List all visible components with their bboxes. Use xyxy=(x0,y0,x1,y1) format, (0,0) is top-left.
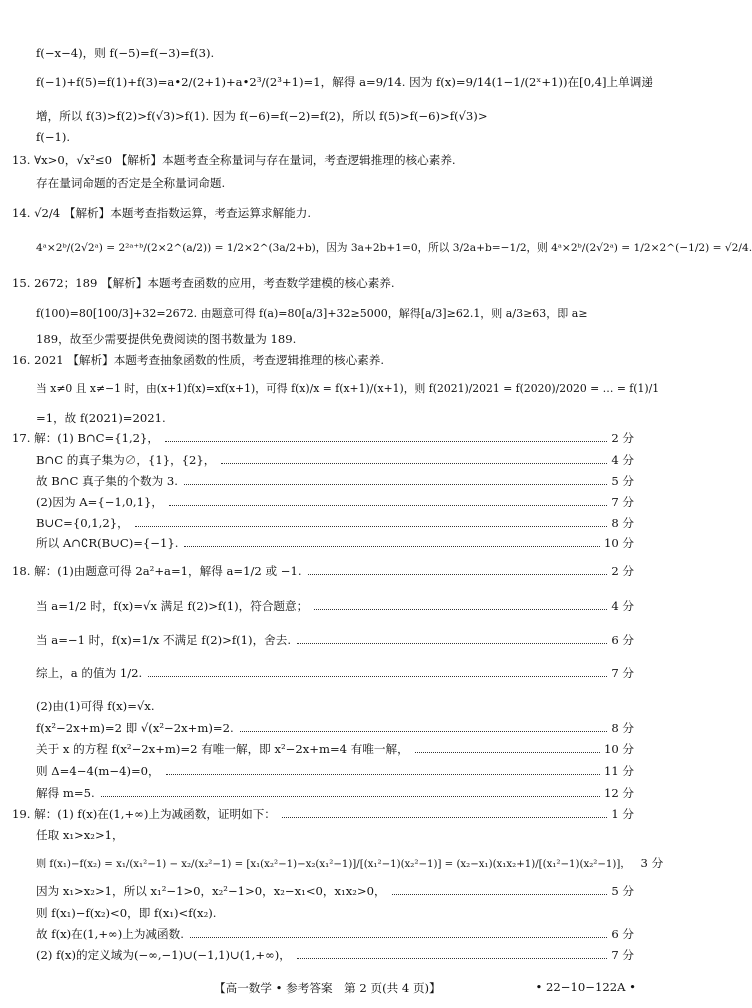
step-text: 则 Δ=4−4(m−4)=0， xyxy=(36,764,160,778)
step-text: (2)由(1)可得 f(x)=√x. xyxy=(36,699,155,713)
step-text: 综上，a 的值为 1/2. xyxy=(36,666,143,680)
text-line: f(−1)+f(5)=f(1)+f(3)=a•2/(2+1)+a•2³/(2³+1)=1，解得 a=9/14. 因为 f(x)=9/14(1−1/(2ˣ+1))在[0,4]上单调递 xyxy=(36,75,653,89)
dot-leader xyxy=(135,526,608,527)
step-row xyxy=(36,665,634,681)
step-row xyxy=(36,741,634,757)
step-row xyxy=(36,883,634,899)
step-points: 3 分 xyxy=(640,856,664,870)
step-text: 解得 m=5. xyxy=(36,786,95,800)
dot-leader xyxy=(190,937,607,938)
dot-leader xyxy=(282,817,607,818)
dot-leader xyxy=(166,774,600,775)
step-text: 19. 解：(1) f(x)在(1,+∞)上为减函数，证明如下： xyxy=(12,807,276,821)
step-text: f(x²−2x+m)=2 即 √(x²−2x+m)=2. xyxy=(36,721,234,735)
dot-leader xyxy=(240,731,608,732)
step-points: 6 分 xyxy=(611,633,634,647)
dot-leader xyxy=(184,484,607,485)
step-row xyxy=(36,855,664,873)
step-row xyxy=(36,598,634,614)
step-text: (2) f(x)的定义域为(−∞,−1)∪(−1,1)∪(1,+∞)， xyxy=(36,948,291,962)
dot-leader xyxy=(165,441,607,442)
step-points: 7 分 xyxy=(611,666,634,680)
step-text: 故 B∩C 真子集的个数为 3. xyxy=(36,474,178,488)
text-line: 增，所以 f(3)>f(2)>f(√3)>f(1). 因为 f(−6)=f(−2)=f(2)，所以 f(5)>f(−6)>f(√3)> xyxy=(36,109,488,123)
step-text: 17. 解：(1) B∩C={1,2}， xyxy=(12,431,160,445)
step-points: 5 分 xyxy=(611,474,634,488)
step-row xyxy=(36,720,634,736)
step-text: 故 f(x)在(1,+∞)上为减函数. xyxy=(36,927,184,941)
dot-leader xyxy=(148,676,607,677)
step-text: 则 f(x₁)−f(x₂) = x₁/(x₁²−1) − x₂/(x₂²−1) = [x₁(x₂²−1)−x₂(x₁²−1)]/[(x₁²−1)(x₂²−1)] = (x₂−x₁)(x₁x₂+1)/[(x₁²−1)(x₂²−1)]， xyxy=(36,859,631,870)
dot-leader xyxy=(169,505,607,506)
step-text: 因为 x₁>x₂>1，所以 x₁²−1>0，x₂²−1>0，x₂−x₁<0，x₁x₂>0， xyxy=(36,884,386,898)
dot-leader xyxy=(308,574,608,575)
step-points: 4 分 xyxy=(611,453,634,467)
dot-leader xyxy=(297,958,607,959)
text-line: 存在量词命题的否定是全称量词命题. xyxy=(36,176,226,190)
step-points: 10 分 xyxy=(603,742,634,756)
step-row xyxy=(36,515,634,531)
step-text: 当 a=1/2 时，f(x)=√x 满足 f(2)>f(1)，符合题意； xyxy=(36,599,309,613)
step-points: 7 分 xyxy=(611,495,634,509)
step-row xyxy=(36,785,634,801)
answer-13-heading: 13. ∀x>0，√x²≤0 【解析】本题考查全称量词与存在量词，考查逻辑推理的核心素养. xyxy=(12,153,456,167)
step-points: 6 分 xyxy=(611,927,634,941)
step-points: 2 分 xyxy=(611,564,634,578)
step-row xyxy=(12,430,634,446)
step-points: 8 分 xyxy=(611,721,634,735)
dot-leader xyxy=(221,463,607,464)
page-footer xyxy=(0,980,652,998)
answer-16-heading: 16. 2021 【解析】本题考查抽象函数的性质，考查逻辑推理的核心素养. xyxy=(12,353,385,367)
text-line: f(−x−4)，则 f(−5)=f(−3)=f(3). xyxy=(36,46,215,60)
formula-line: 4ᵃ×2ᵇ/(2√2ᵃ) = 2²ᵃ⁺ᵇ/(2×2^(a/2)) = 1/2×2^(3a/2+b)，因为 3a+2b+1=0，所以 3/2a+b=−1/2，则 4ᵃ×2ᵇ/(2√2ᵃ) = 1/2×2^(−1/2) = √2/4. xyxy=(36,242,752,254)
dot-leader xyxy=(314,609,607,610)
dot-leader xyxy=(101,796,600,797)
answer-15-heading: 15. 2672；189 【解析】本题考查函数的应用，考查数学建模的核心素养. xyxy=(12,276,395,290)
footer-title: 【高一数学 • 参考答案 第 2 页(共 4 页)】 xyxy=(214,981,441,995)
dot-leader xyxy=(297,643,607,644)
step-row xyxy=(12,563,634,579)
footer-code: • 22−10−122A • xyxy=(535,980,636,994)
step-row xyxy=(12,806,634,822)
step-text: 关于 x 的方程 f(x²−2x+m)=2 有唯一解，即 x²−2x+m=4 有唯一解， xyxy=(36,742,409,756)
text-line: =1，故 f(2021)=2021. xyxy=(36,411,166,425)
step-points: 11 分 xyxy=(603,764,634,778)
step-row xyxy=(36,494,634,510)
step-row xyxy=(36,535,634,551)
step-text: 任取 x₁>x₂>1， xyxy=(36,828,124,842)
formula-line: f(100)=80[100/3]+32=2672. 由题意可得 f(a)=80[a/3]+32≥5000，解得[a/3]≥62.1，则 a/3≥63，即 a≥ xyxy=(36,307,588,320)
step-points: 4 分 xyxy=(611,599,634,613)
step-text: 则 f(x₁)−f(x₂)<0，即 f(x₁)<f(x₂). xyxy=(36,906,217,920)
step-points: 12 分 xyxy=(603,786,634,800)
step-text: B∪C={0,1,2}， xyxy=(36,516,129,530)
text-line: 189，故至少需要提供免费阅读的图书数量为 189. xyxy=(36,332,297,346)
step-row xyxy=(36,947,634,963)
step-points: 7 分 xyxy=(611,948,634,962)
text-line: f(−1). xyxy=(36,130,71,144)
step-points: 8 分 xyxy=(611,516,634,530)
dot-leader xyxy=(392,894,608,895)
dot-leader xyxy=(184,546,599,547)
step-text: B∩C 的真子集为∅，{1}，{2}， xyxy=(36,453,216,467)
step-text: (2)因为 A={−1,0,1}， xyxy=(36,495,163,509)
step-row xyxy=(36,632,634,648)
answer-14-heading: 14. √2/4 【解析】本题考查指数运算，考查运算求解能力. xyxy=(12,206,312,220)
step-points: 5 分 xyxy=(611,884,634,898)
step-points: 1 分 xyxy=(611,807,634,821)
step-text: 18. 解：(1)由题意可得 2a²+a=1，解得 a=1/2 或 −1. xyxy=(12,564,302,578)
step-points: 2 分 xyxy=(611,431,634,445)
step-text: 所以 A∩∁R(B∪C)={−1}. xyxy=(36,536,179,550)
step-points: 10 分 xyxy=(603,536,634,550)
step-row xyxy=(36,926,634,942)
step-row xyxy=(36,763,634,779)
step-text: 当 a=−1 时，f(x)=1/x 不满足 f(2)>f(1)，舍去. xyxy=(36,633,292,647)
formula-line: 当 x≠0 且 x≠−1 时，由(x+1)f(x)=xf(x+1)，可得 f(x)/x = f(x+1)/(x+1)，则 f(2021)/2021 = f(2020)/2020 = … = f(1)/1 xyxy=(36,382,660,395)
dot-leader xyxy=(415,752,600,753)
step-row xyxy=(36,452,634,468)
step-row xyxy=(36,473,634,489)
